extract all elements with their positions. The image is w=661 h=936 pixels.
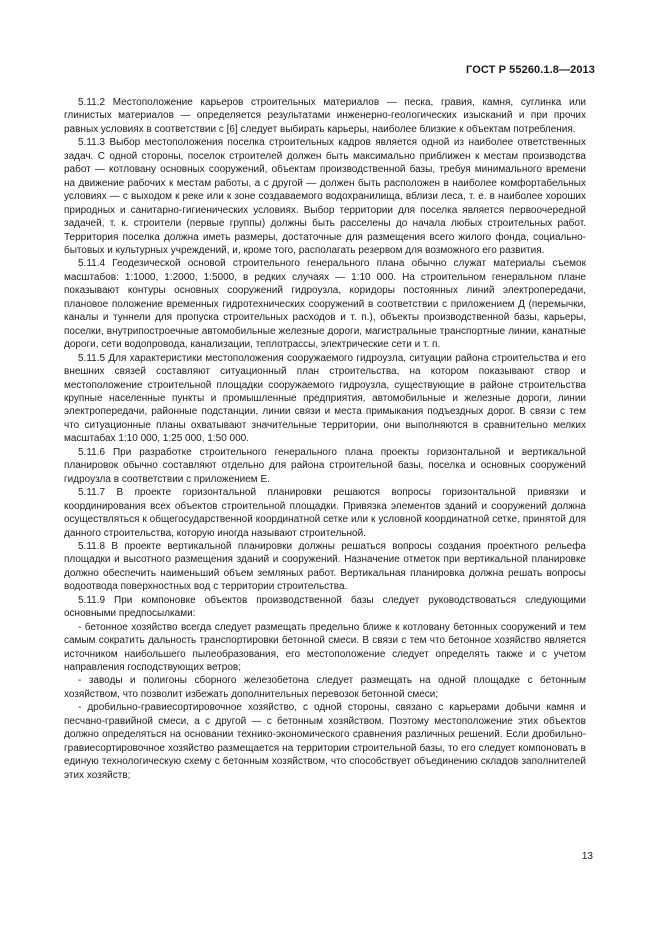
list-item-crushing-facility: - дробильно-гравиесортировочное хозяйство, с одной стороны, связано с карьерами добычи камня и песчано-гравийной смеси, а с другой — с бетонным хозяйством. Поэтому местоположение этих объектов должно определяться на основании технико-экономического сравнения различных решений. Если дробильно-гравиесортировочное хозяйство размещается на территории строительной базы, то его следует компоновать в единую технологическую схему с бетонным хозяйством, что способствует объединению складов заполнителей этих хозяйств; [64, 702, 586, 781]
document-body [64, 96, 586, 782]
list-item-concrete-facility: - бетонное хозяйство всегда следует размещать предельно ближе к котловану бетонных сооружений и тем самым сократить дальность транспортировки бетонной смеси. В связи с тем что бетонное хозяйство является источником наибольшего пылеобразования, его местоположение следует определять также и с учетом направления господствующих ветров; [64, 621, 586, 674]
paragraph-5-11-5: 5.11.5 Для характеристики местоположения сооружаемого гидроузла, ситуации района строительства и его внешних связей составляют ситуационный план строительства, на котором показывают створ и местоположение строительной площадки сооружаемого гидроузла, существующие в районе строительства крупные населенные пункты и промышленные предприятия, автомобильные и железные дороги, линии электропередачи, районные подстанции, линии связи и места примыкания подъездных дорог. В связи с тем что ситуационные планы охватывают значительные территории, они выполняются в сравнительно мелких масштабах 1:10 000, 1:25 000, 1:50 000. [64, 352, 586, 445]
page-number: 13 [581, 851, 593, 862]
paragraph-5-11-6: 5.11.6 При разработке строительного генерального плана проекты горизонтальной и вертикальной планировок обычно составляют отдельно для района строительной базы, поселка и основных сооружений гидроузла в соответствии с приложением Е. [64, 446, 586, 485]
list-item-precast-plants: - заводы и полигоны сборного железобетона следует размещать на одной площадке с бетонным хозяйством, что позволит избежать дополнительных перевозок бетонной смеси; [64, 675, 586, 700]
paragraph-5-11-2: 5.11.2 Местоположение карьеров строительных материалов — песка, гравия, камня, суглинка или глинистых материалов — определяется результатами инженерно-геологических изысканий и при прочих равных условиях в соответствии с [6] следует выбирать карьеры, наиболее близкие к объектам потребления. [64, 97, 586, 135]
paragraph-5-11-4: 5.11.4 Геодезической основой строительного генерального плана обычно служат материалы съемок масштабов: 1:1000, 1:2000, 1:5000, в редких случаях — 1:10 000. На строительном генеральном плане показывают контуры основных сооружений гидроузла, коридоры постоянных линий электропередачи, плановое положение временных гидротехнических сооружений в соответствии с приложением Д (перемычки, каналы и туннели для пропуска строительных расходов и т. п.), объекты производственной базы, карьеры, поселки, внутрипостроечные автомобильные железные дороги, магистральные транспортные линии, канатные дороги, сети водопровода, канализации, теплотрассы, электрические сети и т. п. [64, 258, 586, 351]
paragraph-5-11-7: 5.11.7 В проекте горизонтальной планировки решаются вопросы горизонтальной привязки и координирования всех объектов строительной площадки. Привязка элементов зданий и сооружений должна осуществляться к общегосударственной координатной сетке или к условной координатной сетке, принятой для данного строительства, которую иногда называют строительной. [64, 487, 586, 539]
paragraph-5-11-8: 5.11.8 В проекте вертикальной планировки должны решаться вопросы создания проектного рельефа площадки и высотного размещения зданий и сооружений. Назначение отметок при вертикальной планировке должно обеспечить наименьший объем земляных работ. Вертикальная планировка должна решать вопросы водоотвода поверхностных вод с территории строительства. [64, 540, 586, 593]
paragraph-5-11-9: 5.11.9 При компоновке объектов производственной базы следует руководствоваться следующими основными предпосылками: [64, 594, 586, 620]
paragraph-5-11-3: 5.11.3 Выбор местоположения поселка строительных кадров является одной из наиболее ответственных задач. С одной стороны, поселок строителей должен быть максимально приближен к местам производства работ — котловану основных сооружений, объектам производственной базы, требуя минимального времени на движение рабочих к местам работы, а с другой — должен быть расположен в наиболее комфортабельных условиях — с выходом к реке или к зоне создаваемого водохранилища, вблизи леса, т. е. в наиболее хороших природных и санитарно-гигиенических условиях. Выбор территории для поселка является первоочередной задачей, т. к. строители (первые группы) должны быть расселены до начала любых строительных работ. Территория поселка должна иметь размеры, достаточные для размещения всего жилого фонда, социально-бытовых и культурных учреждений, и, кроме того, располагать резервом для возможного его развития. [64, 137, 586, 256]
document-header: ГОСТ Р 55260.1.8—2013 [466, 64, 595, 76]
